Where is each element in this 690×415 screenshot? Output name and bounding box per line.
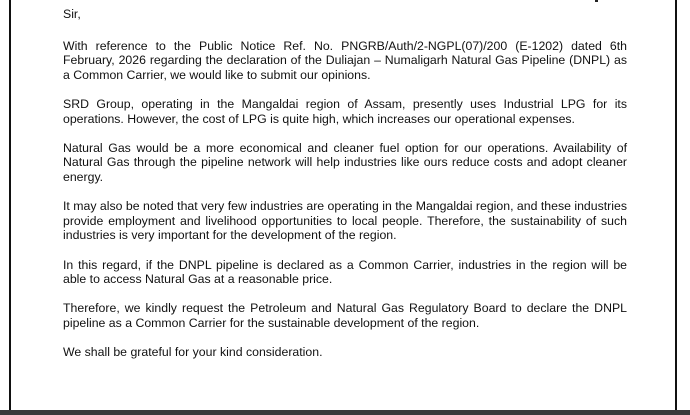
scan-left-border bbox=[9, 0, 11, 415]
scan-bottom-edge bbox=[0, 410, 690, 415]
paragraph-public-notice-reference: With reference to the Public Notice Ref. No. PNGRB/Auth/2-NGPL(07)/200 (E-1202) dated 6th February, 2026 regarding the declaration of the Duliajan – Numaligarh Natural Gas Pipeline (DNPL) as a Common Carrier, we would like to submit our opinions. bbox=[63, 38, 627, 82]
letter-body bbox=[63, 7, 627, 360]
closing-line: We shall be grateful for your kind consideration. bbox=[63, 345, 323, 360]
salutation: Sir, bbox=[63, 7, 81, 21]
scan-speck bbox=[595, 0, 598, 2]
paragraph-common-carrier-access: In this regard, if the DNPL pipeline is declared as a Common Carrier, industries in the region will be able to access Natural Gas at a reasonable price. bbox=[63, 257, 627, 287]
paragraph-request-to-pngrb: Therefore, we kindly request the Petroleum and Natural Gas Regulatory Board to declare the DNPL pipeline as a Common Carrier for the sustainable development of the region. bbox=[63, 301, 627, 330]
paragraph-natural-gas-benefits: Natural Gas would be a more economical and cleaner fuel option for our operations. Availability of Natural Gas through the pipeline network will help industries like ours reduce costs and adopt cleaner energy. bbox=[63, 140, 627, 184]
paragraph-regional-industries: It may also be noted that very few industries are operating in the Mangaldai region, and these industries provide employment and livelihood opportunities to local people. Therefore, the sustainability of such industries is very important for the development of the region. bbox=[63, 199, 627, 243]
paragraph-current-lpg-usage: SRD Group, operating in the Mangaldai region of Assam, presently uses Industrial LPG for its operations. However, the cost of LPG is quite high, which increases our operational expenses. bbox=[63, 96, 627, 126]
scan-right-border bbox=[675, 0, 677, 415]
